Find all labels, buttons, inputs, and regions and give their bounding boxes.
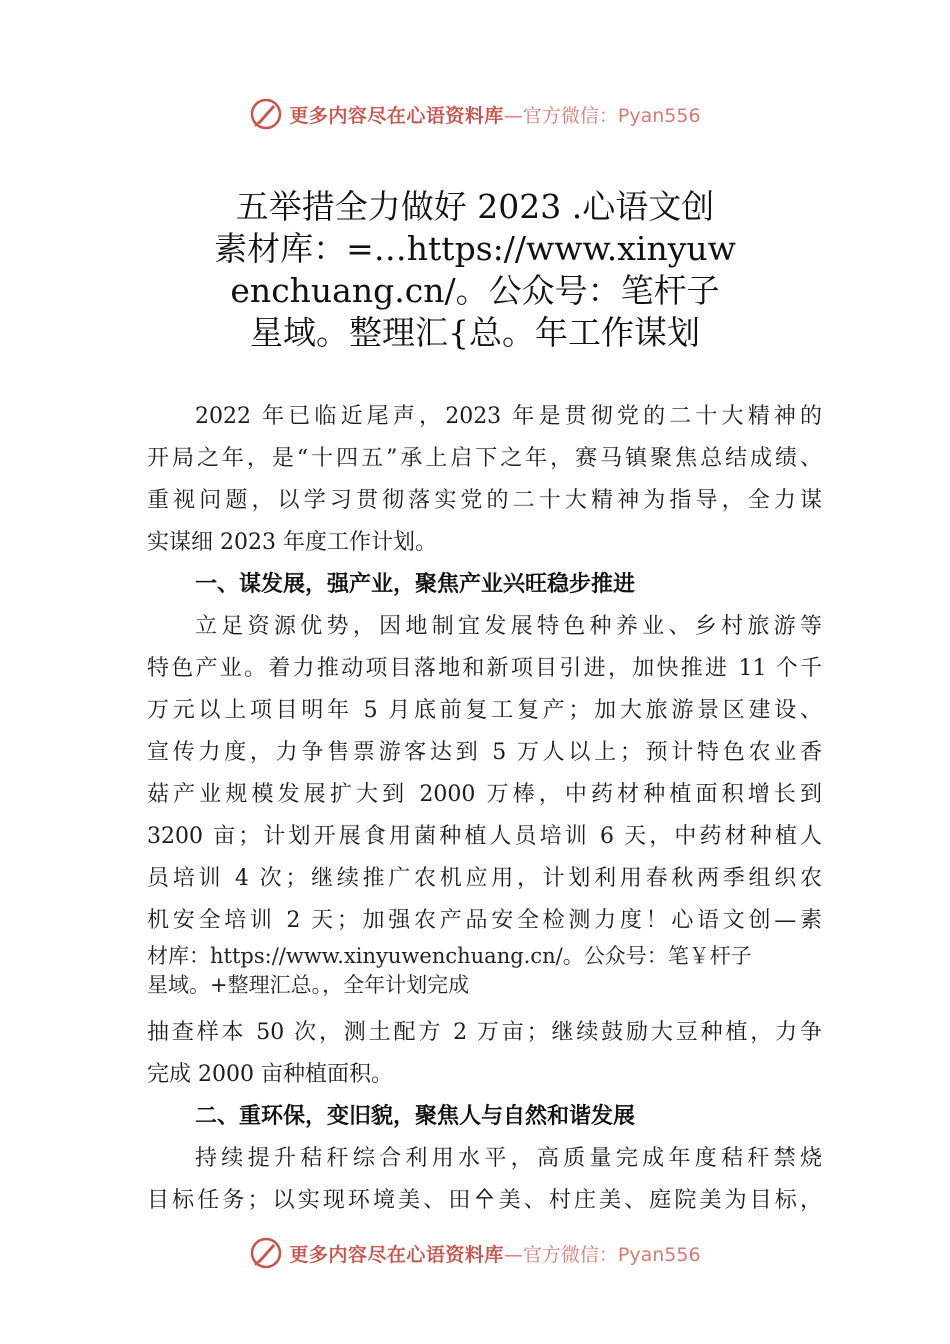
section2-line: 目标任务；以实现环境美、田㐃美、村庄美、庭院美为目标， <box>147 1188 822 1213</box>
quill-logo-icon <box>249 1236 283 1270</box>
banner-brand: 更多内容尽在心语资料库 <box>289 104 504 127</box>
section1-line: 立足资源优势，因地制宜发展特色种养业、乡村旅游等 <box>195 614 822 639</box>
intro-line: 2022 年已临近尾声，2023 年是贯彻党的二十大精神的 <box>195 404 822 429</box>
intro-line: 实谋细 2023 年度工作计划。 <box>147 530 437 555</box>
section1-line: 特色产业。着力推动项目落地和新项目引进，加快推进 11 个千 <box>147 656 822 681</box>
section1-line: 抽查样本 50 次，测土配方 2 万亩；继续鼓励大豆种植，力争 <box>147 1020 822 1045</box>
section2-line: 持续提升秸秆综合利用水平，高质量完成年度秸秆禁烧 <box>195 1146 822 1171</box>
header-banner <box>0 94 950 134</box>
intro-line: 重视问题，以学习贯彻落实党的二十大精神为指导，全力谋 <box>147 488 822 513</box>
banner-contact: —官方微信：Pyan556 <box>503 104 701 127</box>
section1-line: 机安全培训 2 天；加强农产品安全检测力度！心语文创—素 <box>147 908 822 933</box>
document-title <box>150 186 800 354</box>
section1-line: 3200 亩；计划开展食用菌种植人员培训 6 天，中药材种植人 <box>147 824 822 849</box>
footer-banner <box>0 1233 950 1273</box>
section1-line: 完成 2000 亩种植面积。 <box>147 1062 393 1087</box>
banner-contact: —官方微信：Pyan556 <box>503 1243 701 1266</box>
quill-logo-icon <box>249 97 283 131</box>
title-line: 五举措全力做好 2023 .心语文创 <box>235 187 715 226</box>
document-body <box>147 396 822 1222</box>
inline-watermark-line: 星域。+整理汇总。，全年计划完成 <box>147 973 470 997</box>
title-line: 星域。整理汇{总。年工作谋划 <box>250 313 700 352</box>
section-heading-1: 一、谋发展，强产业，聚焦产业兴旺稳步推进 <box>195 572 636 597</box>
intro-line: 开局之年，是“十四五”承上启下之年，赛马镇聚焦总结成绩、 <box>147 446 822 471</box>
section1-line: 万元以上项目明年 5 月底前复工复产；加大旅游景区建设、 <box>147 698 822 723</box>
section1-line: 员培训 4 次；继续推广农机应用，计划利用春秋两季组织农 <box>147 866 822 891</box>
section1-line: 宣传力度，力争售票游客达到 5 万人以上；预计特色农业香 <box>147 740 822 765</box>
title-line: enchuang.cn/。公众号：笔杆子 <box>230 271 720 310</box>
section1-line: 菇产业规模发展扩大到 2000 万棒，中药材种植面积增长到 <box>147 782 822 807</box>
inline-watermark-line: 材库：https://www.xinyuwenchuang.cn/。公众号：笔￥杆子 <box>147 944 752 968</box>
title-line: 素材库：=…https://www.xinyuw <box>214 229 736 268</box>
banner-brand: 更多内容尽在心语资料库 <box>289 1243 504 1266</box>
section-heading-2: 二、重环保，变旧貌，聚焦人与自然和谐发展 <box>195 1104 636 1129</box>
